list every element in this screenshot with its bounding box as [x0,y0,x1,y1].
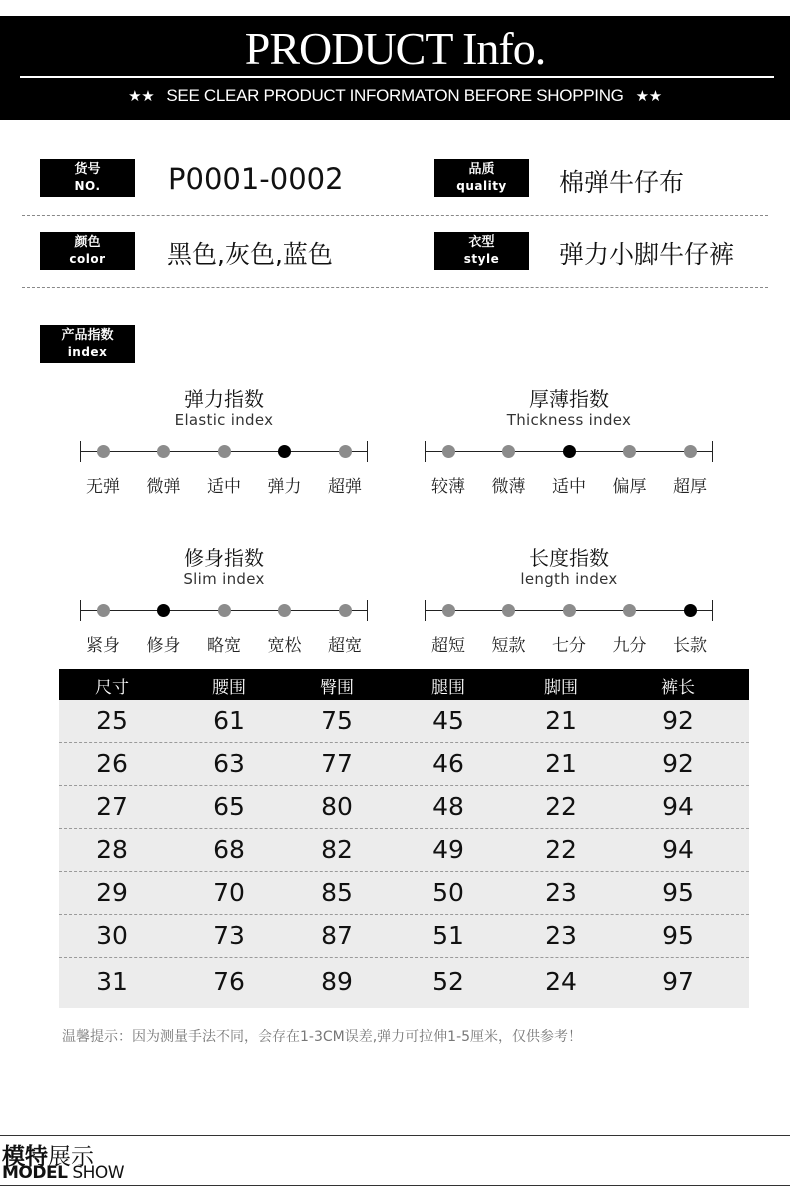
table-cell: 48 [432,792,464,821]
elastic-level-label: 微弹 [146,477,181,497]
thickness-scale-end-left [425,441,426,462]
tag-style-en: style [463,252,500,266]
length-level-label: 九分 [612,636,647,656]
quality-value: 棉弹牛仔布 [559,168,685,197]
table-cell: 97 [662,967,694,996]
slim-level-dot [218,604,231,617]
elastic-scale-end-left [80,441,81,462]
thickness-level-dot [502,445,515,458]
slim-scale-end-right [367,600,368,621]
slim-level-label: 略宽 [207,636,241,656]
slim-title-en: Slim index [183,570,265,588]
table-row [59,872,749,915]
divider [0,1185,790,1186]
model-subtitle-rest: SHOW [67,1163,125,1183]
table-cell: 21 [545,706,577,735]
length-title-cn: 长度指数 [529,546,609,570]
length-level-dot [442,604,455,617]
table-cell: 95 [662,878,694,907]
divider [22,287,768,288]
thickness-level-label: 适中 [552,477,586,497]
slim-level-dot-selected [157,604,170,617]
table-cell: 45 [432,706,464,735]
elastic-title-en: Elastic index [174,411,274,429]
tag-color [40,232,135,270]
tag-index-cn: 产品指数 [61,328,114,343]
table-row [59,829,749,872]
table-cell: 85 [321,878,353,907]
table-cell: 27 [96,792,128,821]
elastic-level-dot [157,445,170,458]
length-level-dot [502,604,515,617]
table-cell: 95 [662,921,694,950]
thickness-level-label: 超厚 [673,477,707,497]
table-header-cell: 脚围 [544,678,578,698]
table-cell: 50 [432,878,464,907]
thickness-level-dot [684,445,697,458]
table-row [59,915,749,958]
length-title-en: length index [520,570,618,588]
elastic-level-dot [339,445,352,458]
table-cell: 70 [213,878,245,907]
slim-level-label: 紧身 [86,636,120,656]
elastic-scale-end-right [367,441,368,462]
table-cell: 77 [321,749,353,778]
thickness-title-cn: 厚薄指数 [529,387,609,411]
elastic-level-dot [218,445,231,458]
thickness-level-label: 微薄 [491,477,526,497]
table-cell: 92 [662,706,694,735]
model-title-bold: 模特 [2,1144,48,1170]
header-subtitle-row [0,86,790,106]
elastic-level-label: 适中 [207,477,241,497]
header-subtitle: SEE CLEAR PRODUCT INFORMATON BEFORE SHOPPING [166,86,624,105]
tag-style [434,232,529,270]
table-cell: 61 [213,706,245,735]
length-level-label: 七分 [552,636,586,656]
slim-level-dot [97,604,110,617]
table-cell: 82 [321,835,353,864]
header-divider [20,76,774,78]
model-subtitle-bold: MODEL [2,1163,68,1183]
table-cell: 23 [545,921,577,950]
elastic-title-cn: 弹力指数 [184,387,264,411]
color-value: 黑色,灰色,蓝色 [167,240,333,269]
thickness-scale-end-right [712,441,713,462]
length-scale-end-left [425,600,426,621]
table-cell: 94 [662,835,694,864]
thickness-level-label: 偏厚 [612,477,647,497]
header-title: PRODUCT Info. [244,23,546,74]
model-title-rest: 展示 [48,1144,94,1170]
divider [22,215,768,216]
table-cell: 80 [321,792,353,821]
slim-title-cn: 修身指数 [184,546,264,570]
tag-no-en: NO. [74,179,101,193]
thickness-level-label: 较薄 [431,477,465,497]
table-cell: 68 [213,835,245,864]
table-cell: 29 [96,878,128,907]
table-cell: 31 [96,967,128,996]
elastic-level-label: 超弹 [328,477,362,497]
table-row [59,786,749,829]
table-cell: 25 [96,706,128,735]
table-header-cell: 腿围 [431,678,465,698]
table-cell: 87 [321,921,353,950]
table-cell: 49 [432,835,464,864]
tag-color-cn: 颜色 [74,235,101,250]
slim-level-dot [278,604,291,617]
length-level-label: 短款 [491,636,526,656]
slim-level-label: 修身 [146,636,181,656]
table-cell: 28 [96,835,128,864]
thickness-title-en: Thickness index [506,411,632,429]
thickness-index-title [419,383,719,429]
model-show-subtitle [2,1163,124,1183]
table-cell: 76 [213,967,245,996]
table-cell: 21 [545,749,577,778]
product-number: P0001-0002 [168,162,344,196]
slim-scale-end-left [80,600,81,621]
table-cell: 94 [662,792,694,821]
table-header-cell: 臀围 [320,678,354,698]
star-icon: ★★ [635,88,662,105]
elastic-index-title [74,383,374,429]
table-header-cell: 尺寸 [95,678,129,698]
thickness-scale [425,441,713,463]
table-header-cell: 裤长 [661,678,695,698]
thickness-level-dot [623,445,636,458]
table-cell: 22 [545,835,577,864]
tag-style-cn: 衣型 [468,235,495,250]
tag-no [40,159,135,197]
thickness-level-dot-selected [563,445,576,458]
table-row [59,743,749,786]
table-row [59,958,749,1008]
tag-quality-cn: 品质 [468,162,495,177]
product-info-header [0,16,790,120]
tag-quality [434,159,529,197]
table-cell: 30 [96,921,128,950]
slim-level-label: 超宽 [328,636,362,656]
tag-quality-en: quality [456,179,507,193]
table-cell: 52 [432,967,464,996]
length-level-dot [623,604,636,617]
table-cell: 65 [213,792,245,821]
elastic-scale [80,441,368,463]
table-header-cell: 腰围 [212,678,246,698]
table-cell: 26 [96,749,128,778]
length-scale-end-right [712,600,713,621]
measurement-note: 温馨提示：因为测量手法不同，会存在1-3CM误差,弹力可拉伸1-5厘米，仅供参考！ [62,1029,583,1045]
table-cell: 75 [321,706,353,735]
length-level-label: 超短 [431,636,465,656]
table-cell: 46 [432,749,464,778]
tag-index-en: index [67,345,108,359]
thickness-level-dot [442,445,455,458]
elastic-level-dot-selected [278,445,291,458]
length-scale [425,600,713,622]
table-cell: 89 [321,967,353,996]
slim-index-title [74,542,374,588]
table-cell: 73 [213,921,245,950]
length-level-dot-selected [684,604,697,617]
elastic-level-dot [97,445,110,458]
table-cell: 63 [213,749,245,778]
size-table-header [59,669,749,700]
table-row [59,700,749,743]
slim-level-label: 宽松 [267,636,302,656]
tag-no-cn: 货号 [74,162,101,177]
table-cell: 22 [545,792,577,821]
slim-scale [80,600,368,622]
table-cell: 24 [545,967,577,996]
slim-level-dot [339,604,352,617]
table-cell: 92 [662,749,694,778]
elastic-level-label: 弹力 [267,477,302,497]
elastic-level-label: 无弹 [86,477,120,497]
star-icon: ★★ [128,88,155,105]
length-index-title [419,542,719,588]
tag-color-en: color [69,252,106,266]
length-level-label: 长款 [673,636,707,656]
style-value: 弹力小脚牛仔裤 [559,240,735,269]
table-cell: 23 [545,878,577,907]
size-table-body [59,700,749,1008]
length-level-dot [563,604,576,617]
divider [0,1135,790,1136]
tag-index [40,325,135,363]
table-cell: 51 [432,921,464,950]
